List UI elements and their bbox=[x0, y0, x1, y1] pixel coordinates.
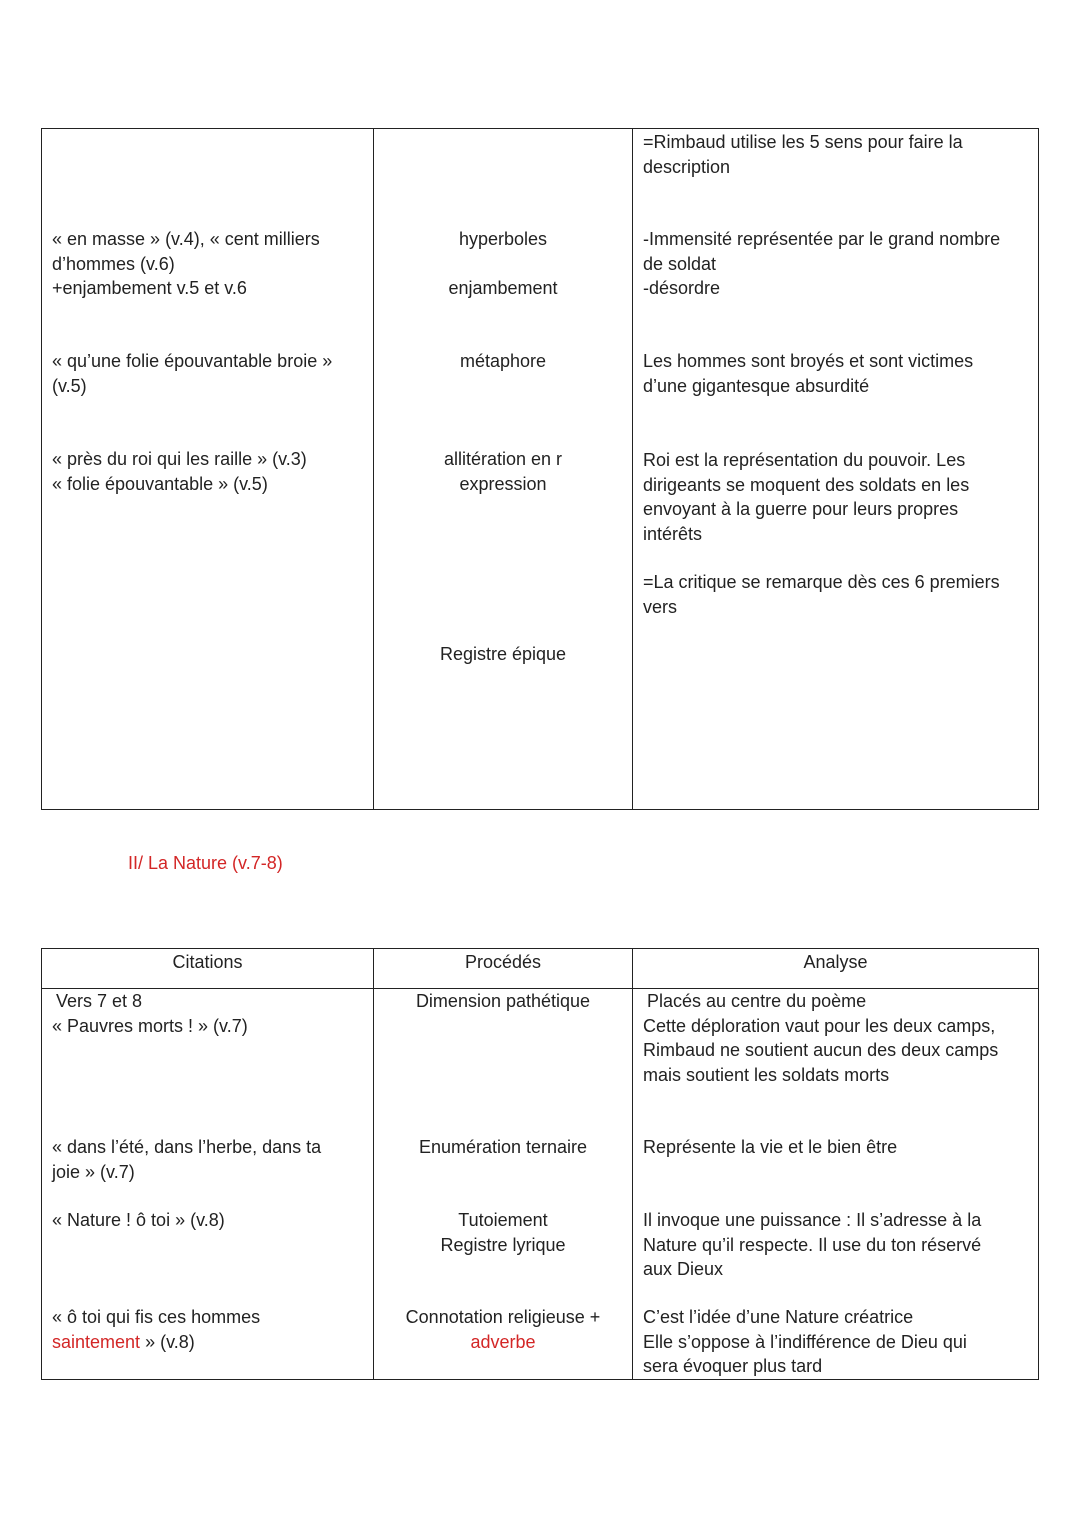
table2-row3-analyse: C’est l’idée d’une Nature créatrice Elle s’oppose à l’indifférence de Dieu qui sera évoquer plus tard bbox=[643, 1307, 967, 1376]
table1-divider-2 bbox=[632, 128, 633, 810]
table1-row3-analyse: Roi est la représentation du pouvoir. Les dirigeants se moquent des soldats en les envoyant à la guerre pour leurs propres intérêts bbox=[643, 450, 970, 544]
table2-row1-analyse: Représente la vie et le bien être bbox=[643, 1137, 898, 1157]
table1-row5-procede: Registre épique bbox=[439, 644, 567, 664]
table1-row3-citation: « près du roi qui les raille » (v.3) « folie épouvantable » (v.5) bbox=[52, 449, 307, 494]
table2-divider-2 bbox=[632, 948, 633, 1380]
table1-row0-analyse: =Rimbaud utilise les 5 sens pour faire la description bbox=[643, 132, 963, 177]
table2-row0-analyse: Placés au centre du poème Cette déploration vaut pour les deux camps, Rimbaud ne soutient aucun des deux camps mais soutient les soldats morts bbox=[643, 991, 999, 1085]
table1-row2-analyse: Les hommes sont broyés et sont victimes d’une gigantesque absurdité bbox=[643, 351, 974, 396]
table1-row1-citation: « en masse » (v.4), « cent milliers d’hommes (v.6) +enjambement v.5 et v.6 bbox=[52, 229, 320, 298]
table2-row2-citation: « Nature ! ô toi » (v.8) bbox=[52, 1210, 225, 1230]
table2-row3-citation: « ô toi qui fis ces hommes saintement » (v.8) bbox=[52, 1307, 261, 1352]
highlighted-adverb: saintement bbox=[52, 1331, 141, 1352]
table2-row1-procede: Enumération ternaire bbox=[418, 1137, 588, 1157]
table1-row4-analyse: =La critique se remarque dès ces 6 premiers vers bbox=[643, 572, 1000, 617]
table1-row1-analyse: -Immensité représentée par le grand nombre de soldat -désordre bbox=[643, 229, 1001, 298]
header-procedes: Procédés bbox=[464, 952, 542, 972]
header-citations: Citations bbox=[172, 952, 243, 972]
table2-row2-analyse: Il invoque une puissance : Il s’adresse à la Nature qu’il respecte. Il use du ton réservé aux Dieux bbox=[643, 1210, 982, 1279]
table2-row0-procede: Dimension pathétique bbox=[415, 991, 591, 1011]
table1-row3-procede: allitération en r expression bbox=[443, 449, 563, 494]
table1-row2-procede: métaphore bbox=[459, 351, 547, 371]
table1-row1-procede: hyperboles enjambement bbox=[448, 229, 558, 298]
header-analyse: Analyse bbox=[803, 952, 868, 972]
table1-row2-citation: « qu’une folie épouvantable broie » (v.5) bbox=[52, 351, 333, 396]
table2-row1-citation: « dans l’été, dans l’herbe, dans ta joie » (v.7) bbox=[52, 1137, 322, 1182]
section-title: II/ La Nature (v.7-8) bbox=[128, 853, 283, 873]
table2-row3-procede: Connotation religieuse + adverbe bbox=[405, 1307, 601, 1352]
table2-row0-citation: Vers 7 et 8 « Pauvres morts ! » (v.7) bbox=[52, 991, 248, 1036]
table2-row2-procede: Tutoiement Registre lyrique bbox=[440, 1210, 566, 1255]
